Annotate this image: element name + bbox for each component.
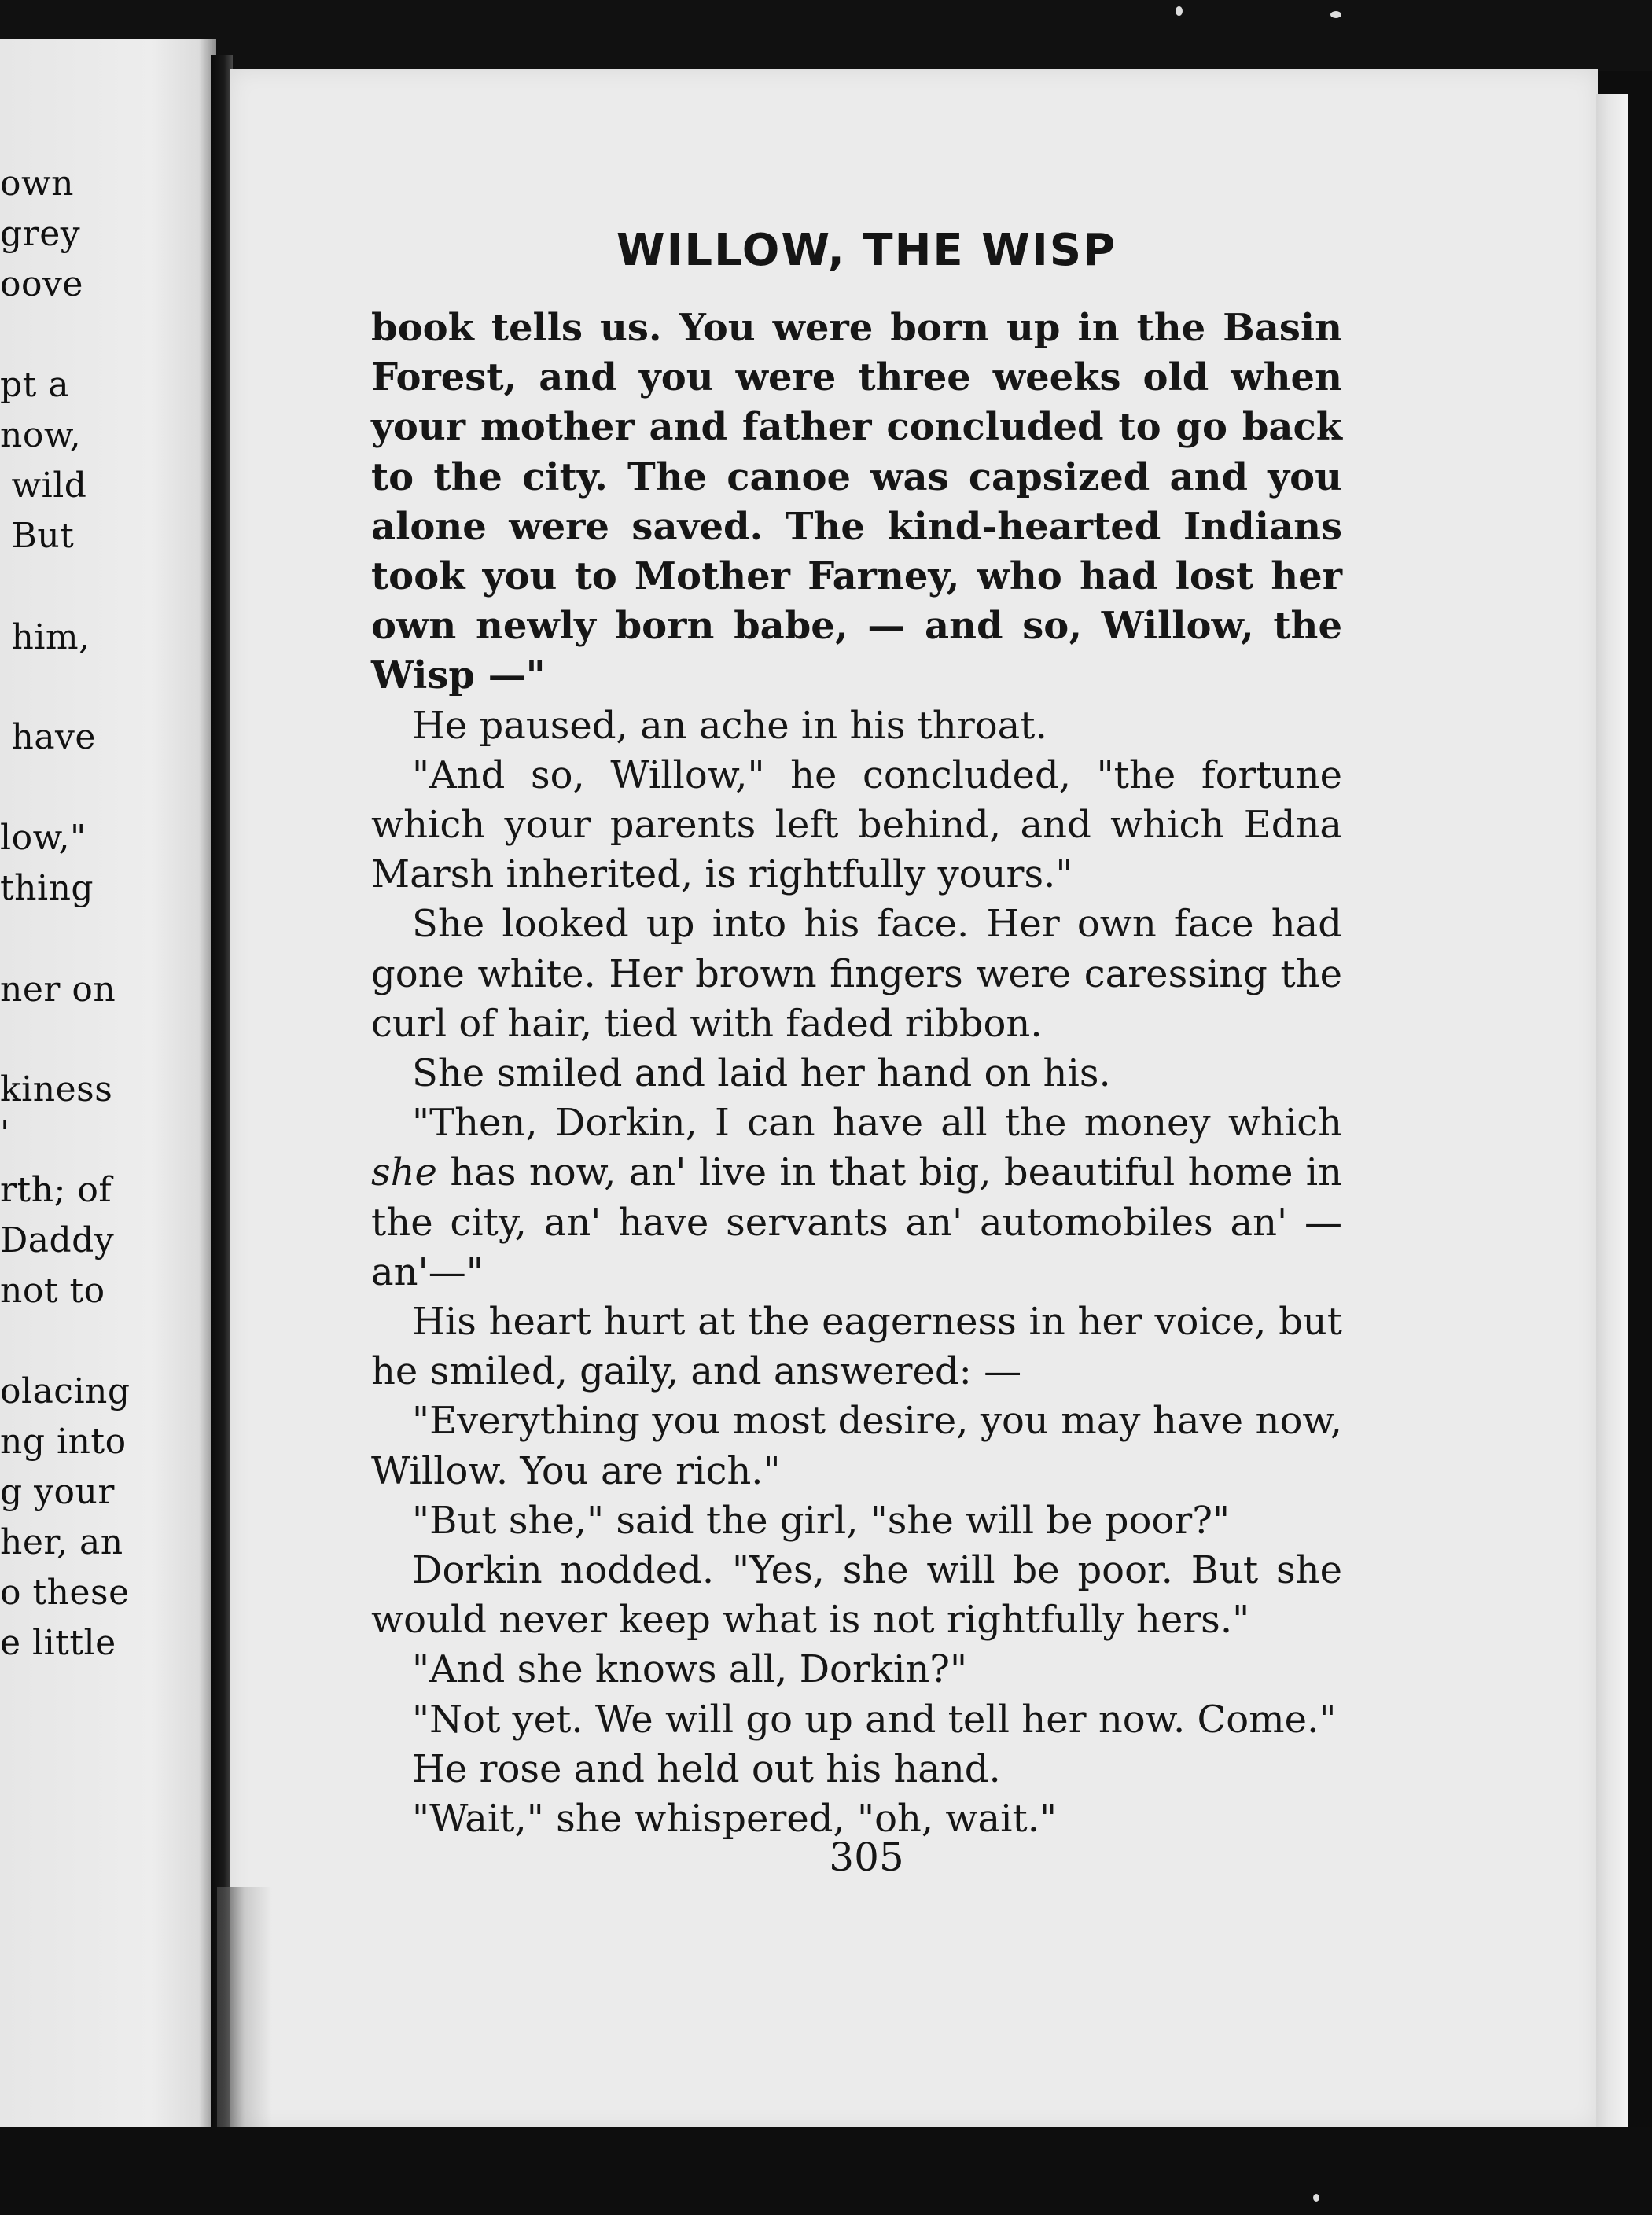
facing-page-text: now, xyxy=(0,415,82,455)
facing-page-text: g your xyxy=(0,1472,115,1512)
facing-page-text: oove xyxy=(0,264,83,304)
scan-speck xyxy=(1176,6,1183,16)
paragraph: "But she," said the girl, "she will be poor?" xyxy=(412,1498,1231,1543)
paragraph: book tells us. You were born up in the Basin Forest, and you were three weeks old when your mother and father concluded to go back to the city. The canoe was capsized and you alone were saved. The kind-hearted Indians took you to Mother Farney, who had lost her own newly born babe, — and so, Willow, the Wisp —" xyxy=(371,306,1342,698)
paragraph-rest: has now, an' live in that big, beautiful home in the city, an' have servants an' automobiles an' — an'—" xyxy=(371,1150,1342,1294)
scan-top-border xyxy=(0,0,1652,71)
page-number: 305 xyxy=(829,1834,904,1880)
body-text xyxy=(371,304,1342,1844)
facing-page-text: low," xyxy=(0,818,86,858)
facing-page-text: her, an xyxy=(0,1522,123,1562)
facing-page-text: ner on xyxy=(0,970,116,1010)
facing-page-text: kiness xyxy=(0,1069,113,1109)
paragraph: She smiled and laid her hand on his. xyxy=(412,1051,1111,1096)
facing-page-text: wild xyxy=(0,465,87,506)
page-edge xyxy=(1596,94,1628,2170)
paragraph: "Wait," she whispered, "oh, wait." xyxy=(412,1797,1058,1842)
facing-page-text: thing xyxy=(0,868,94,908)
facing-page-text: olacing xyxy=(0,1371,131,1411)
scan-speck xyxy=(1330,11,1341,18)
facing-page-text: pt a xyxy=(0,365,70,405)
paragraph: His heart hurt at the eagerness in her voice, but he smiled, gaily, and answered: — xyxy=(371,1300,1342,1394)
paragraph: Dorkin nodded. "Yes, she will be poor. But she would never keep what is not rightfully hers." xyxy=(371,1548,1342,1643)
facing-page-text: ' xyxy=(0,1113,10,1153)
facing-page-text: e little xyxy=(0,1623,116,1663)
paragraph: "And so, Willow," he concluded, "the fortune which your parents left behind, and which Edna Marsh inherited, is rightfully yours." xyxy=(371,752,1342,897)
facing-page-text: grey xyxy=(0,214,81,254)
facing-page-text: ng into xyxy=(0,1422,127,1462)
paragraph: She looked up into his face. Her own face had gone white. Her brown fingers were caressing the curl of hair, tied with faded ribbon. xyxy=(371,902,1342,1046)
facing-page-text: him, xyxy=(0,617,90,657)
running-head: WILLOW, THE WISP xyxy=(616,225,1117,276)
facing-page-left xyxy=(0,39,216,2131)
italic-word: she xyxy=(371,1150,437,1195)
paragraph: "Everything you most desire, you may have now, Willow. You are rich." xyxy=(371,1399,1342,1493)
paragraph: He paused, an ache in his throat. xyxy=(412,703,1047,748)
scan-bottom-border xyxy=(0,2127,1652,2215)
book-page xyxy=(230,69,1598,2129)
facing-page-text: own xyxy=(0,164,74,204)
facing-page-text: Daddy xyxy=(0,1220,115,1260)
paragraph-space xyxy=(437,1150,450,1194)
paragraph-lead: "Then, Dorkin, I can have all the money which xyxy=(412,1101,1342,1146)
paragraph: He rose and held out his hand. xyxy=(412,1746,1001,1791)
facing-page-text: not to xyxy=(0,1271,105,1311)
facing-page-text: have xyxy=(0,717,96,757)
paragraph: "Not yet. We will go up and tell her now. Come." xyxy=(412,1697,1337,1742)
paragraph xyxy=(371,1098,1342,1297)
facing-page-text: rth; of xyxy=(0,1170,112,1210)
gutter-shadow xyxy=(217,1887,272,2139)
scan-speck xyxy=(1313,2194,1319,2202)
facing-page-text: But xyxy=(0,516,75,556)
facing-page-text: o these xyxy=(0,1573,130,1613)
paragraph: "And she knows all, Dorkin?" xyxy=(412,1647,968,1692)
